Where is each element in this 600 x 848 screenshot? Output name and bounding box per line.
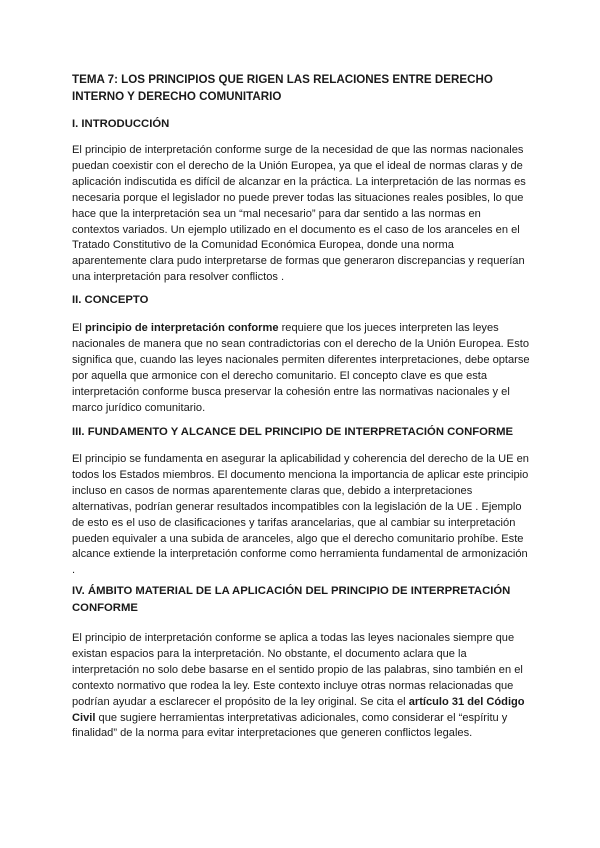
section-heading-concepto: II. CONCEPTO	[72, 294, 149, 306]
paragraph-text: El principio de interpretación conforme se aplica a todas las leyes nacionales siempre que existan espacios para la interpretación. No obstante, el documento aclara que la interpretación no solo debe basarse en el sentido propio de las palabras, sino también en el contexto normativo que rodea la ley. Este contexto incluye otras normas relacionadas que podrían ayudar a esclarecer el propósito de la ley original. Se cita el	[72, 632, 523, 708]
bold-term: artículo 31 del Código Civil	[72, 695, 525, 724]
section-heading-ambito: IV. ÁMBITO MATERIAL DE LA APLICACIÓN DEL PRINCIPIO DE INTERPRETACIÓN CONFORME	[72, 585, 511, 614]
bold-term: principio de interpretación conforme	[84, 322, 279, 334]
section-paragraph-fundamento: El principio se fundamenta en asegurar la aplicabilidad y coherencia del derecho de la UE en todos los Estados miembros. El documento menciona la importancia de aplicar este principio incluso en casos de normas aparentemente claras que, debido a interpretaciones alternativas, podrían generar resultados incompatibles con la legislación de la UE . Ejemplo de esto es el uso de clasificaciones y tarifas arancelarias, que al cambiar su interpretación pueden equivaler a una subida de aranceles, algo que el derecho comunitario prohíbe. Este alcance extiende la interpretación conforme como herramienta fundamental de armonización .	[72, 453, 529, 577]
section-paragraph-concepto	[72, 321, 530, 416]
paragraph-text: que sugiere herramientas interpretativas adicionales, como considerar el “espíritu y finalidad” de la norma para evitar interpretaciones que generen conflictos legales.	[72, 711, 508, 740]
section-heading-fundamento: III. FUNDAMENTO Y ALCANCE DEL PRINCIPIO DE INTERPRETACIÓN CONFORME	[72, 426, 514, 438]
document-title: TEMA 7: LOS PRINCIPIOS QUE RIGEN LAS RELACIONES ENTRE DERECHO INTERNO Y DERECHO COMUNITARIO	[72, 73, 493, 103]
paragraph-text: El	[72, 322, 85, 334]
section-paragraph-introduccion: El principio de interpretación conforme surge de la necesidad de que las normas nacionales puedan coexistir con el derecho de la Unión Europea, ya que el ideal de normas claras y de aplicación indiscutida es difícil de alcanzar en la práctica. La interpretación de las normas es necesaria porque el legislador no puede prever todas las situaciones reales posibles, lo que hace que la interpretación sea un “mal necesario” para dar sentido a las normas en contextos variados. Un ejemplo utilizado en el documento es el caso de los aranceles en el Tratado Constitutivo de la Comunidad Económica Europea, donde una norma aparentemente clara pudo interpretarse de formas que generaron discrepancias y requerían una interpretación para resolver conflictos .	[72, 144, 526, 284]
paragraph-text: requiere que los jueces interpreten las leyes nacionales de manera que no sean contradictorias con el derecho de la Unión Europea. Esto significa que, cuando las leyes nacionales permiten diferentes interpretaciones, debe optarse por aquella que armonice con el derecho comunitario. El concepto clave es que esta interpretación conforme busca preservar la cohesión entre las normativas nacionales y el marco jurídico comunitario.	[72, 322, 530, 414]
section-heading-introduccion: I. INTRODUCCIÓN	[72, 118, 170, 130]
section-paragraph-ambito	[72, 631, 530, 742]
